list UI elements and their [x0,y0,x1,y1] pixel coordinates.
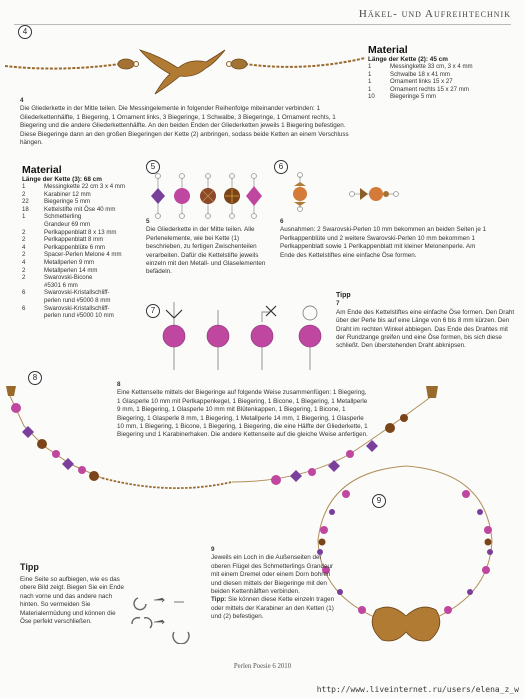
step5-number: 5 [146,218,150,225]
list-item: 1 Messingkette 22 cm 3 x 4 mm [22,183,125,190]
list-item: 2 Metallperlen 14 mm [22,266,98,274]
list-item: 1 Ornament links 15 x 27 [368,78,453,86]
step-number-5: 5 [146,160,160,174]
step8-text: Eine Kettenseite mittels der Biegeringe auf folgende Weise zusammenfügen: 1 Biegering, 1 Glasperle 10 mm mit Perlkappenkegel, 1 Biegering, 1 Bicone, 1 Biegering, 1 Metallperle 9 mm, 1 Biegering, 1 Glasperle 10 mm mit Blütenkappen, 1 Biegering, 1 Bicone, 1 Biegering, 1 Glasperle 8 mm, 1 Biegering, 1 Metallperle 14 mm, 1 Biegering, 1 Glasperle 10 mm, 1 Biegering, 1 Bicone, 1 Biegering, 1 Biegering, die eine Hälfte der Gliederkette, 1 Biegering und 1 Karabinerhaken. Die andere Kettenseite auf die gleiche Weise anfertigen. [117,389,368,439]
step-number-6: 6 [274,160,288,174]
material-top [368,44,518,101]
tipp7-text: Am Ende des Kettelstiftes eine einfache Öse formen. Den Draht über der Perle bis auf eine Länge von 6 bis 8 mm kürzen. Den Draht im rechten Winkel abbiegen. Das Ende des Drahtes mit der Rundzange greifen und eine Öse formen, bis sich diese schließt. Den überstehenden Draht abknipsen. [336,308,515,350]
list-item: 2 Swarovski-Bicone [22,274,93,282]
step8-block [117,381,369,440]
step6-block [280,218,490,260]
step9-block [211,546,335,622]
step-number-9: 9 [372,494,386,508]
step9-tip-label: Tipp: [211,596,227,604]
list-item: 2 Perlkappenblatt 8 mm [22,236,104,244]
list-item: 1 Ornament rechts 15 x 27 mm [368,85,469,93]
list-item: 2 Spacer-Perlen Melone 4 mm [22,251,122,259]
tipp7-block [336,292,518,351]
material-left-subtitle: Länge der Kette (3): 68 cm [22,176,102,183]
material-top-subtitle: Länge der Kette (2): 45 cm [368,56,448,63]
step9-tip-text: Sie können diese Kette einzeln tragen oder mittels der Karabiner an den Ketten (1) und (2) befestigen. [211,596,335,621]
page-header-title: Häkel- und Aufreihtechnik [358,8,511,20]
step-number-7: 7 [146,304,160,318]
list-item: 1 Schmetterling [22,213,82,221]
step-number-4: 4 [18,25,32,39]
tipp7-number: 7 [336,300,340,308]
step6-number: 6 [280,218,284,225]
list-item: 4 Metallperlen 9 mm [22,258,95,266]
step6-beads-image [290,172,410,212]
list-item: 4 Perlkappenblüte 6 mm [22,243,105,251]
tipp-bottom-text: Eine Seite so aufbiegen, wie es das obere Bild zeigt. Biegen Sie ein Ende nach vorne und das andere nach hinten. So vermeiden Sie Materialermüdung und können die Öse perfekt verschließen. [20,576,124,626]
step5-beads-image [146,172,266,220]
ring-opening-image [128,588,200,644]
tipp7-heading: Tipp [336,292,351,299]
list-item: 1 Schwalbe 18 x 41 mm [368,70,450,78]
step4-text: Die Gliederkette in der Mitte teilen. Die Messingelemente in folgender Reihenfolge miteinander verbinden: 1 Gliederkettenhälfte, 1 Biegering, 1 Ornament links, 3 Biegeringe, 1 Schwalbe, 3 Biegeringe, 1 Ornament rechts, 1 Biegering und die andere Gliederkettenhälfte. An den beiden Enden der Gliederketten jeweils 1 Biegering befestigen. Diese Biegeringe dann an den großen Biegeringen der Kette (2) anbringen, sodass beide Ketten an einem Verschluss hängen. [20,105,349,147]
material-left [22,164,144,320]
tipp-bottom-block [20,562,124,626]
header-divider [14,24,511,25]
step8-number: 8 [117,381,121,388]
step9-number: 9 [211,546,215,553]
list-item: 1 Messingkette 33 cm, 3 x 4 mm [368,63,473,70]
page-footer: Perlen Poesie 6 2010 [233,663,292,670]
list-item: 2 Karabiner 12 mm [22,190,91,198]
list-item: 6 Swarovski-Kristallschliff- [22,289,110,297]
step5-text: Die Gliederkette in der Mitte teilen. Alle Perlenelemente, wie bei Kette (1) beschrieben, zu fertigen Zwischenteilen verarbeiten. Dafür die Kettelstifte jeweils einzeln mit den Metall- und Glaselementen befädeln. [146,226,266,276]
step5-block [146,218,271,277]
list-item: perlen rund #5000 10 mm [44,312,114,320]
watermark-url: http://www.liveinternet.ru/users/elena_z_w [316,685,519,694]
list-item: 10 Biegeringe 5 mm [368,93,437,101]
list-item: 2 Perlkappenblatt 8 x 13 mm [22,228,117,236]
list-item: 6 Swarovski-Kristallschliff- [22,304,110,312]
list-item: 22 Biegeringe 5 mm [22,198,91,206]
step-number-8: 8 [28,371,42,385]
list-item: #5301 6 mm [44,281,78,289]
list-item: 18 Kettelstifte mit Öse 40 mm [22,205,116,213]
step9-text: Jeweils ein Loch in die Außenseiten der oberen Flügel des Schmetterlings Grandeur mit einem Dremel oder einem Dorn bohren und diesen mittels der Biegeringe mit den beiden Kettenhälften verbinden. [211,554,334,596]
material-top-title: Material [368,44,408,56]
tipp-bottom-heading: Tipp [20,562,39,572]
step4-number: 4 [20,97,24,104]
step7-loop-image [160,300,330,372]
list-item: Grandeur 69 mm [44,220,91,228]
step6-text: Ausnahmen: 2 Swarovski-Perlen 10 mm bekommen an beiden Seiten je 1 Perlkappenblüte und 2 weitere Swarovski-Perlen 10 mm bekommen 1 Perlkappenblatt sowie 1 Perlkappenblatt mit kleiner Melonenperle. Am Ende des Kettelstiftes eine einfache Öse formen. [280,226,487,259]
swallow-chain-image [0,28,370,98]
material-left-title: Material [22,164,62,176]
step4-block [20,97,360,147]
list-item: perlen rund #5000 8 mm [44,296,111,304]
